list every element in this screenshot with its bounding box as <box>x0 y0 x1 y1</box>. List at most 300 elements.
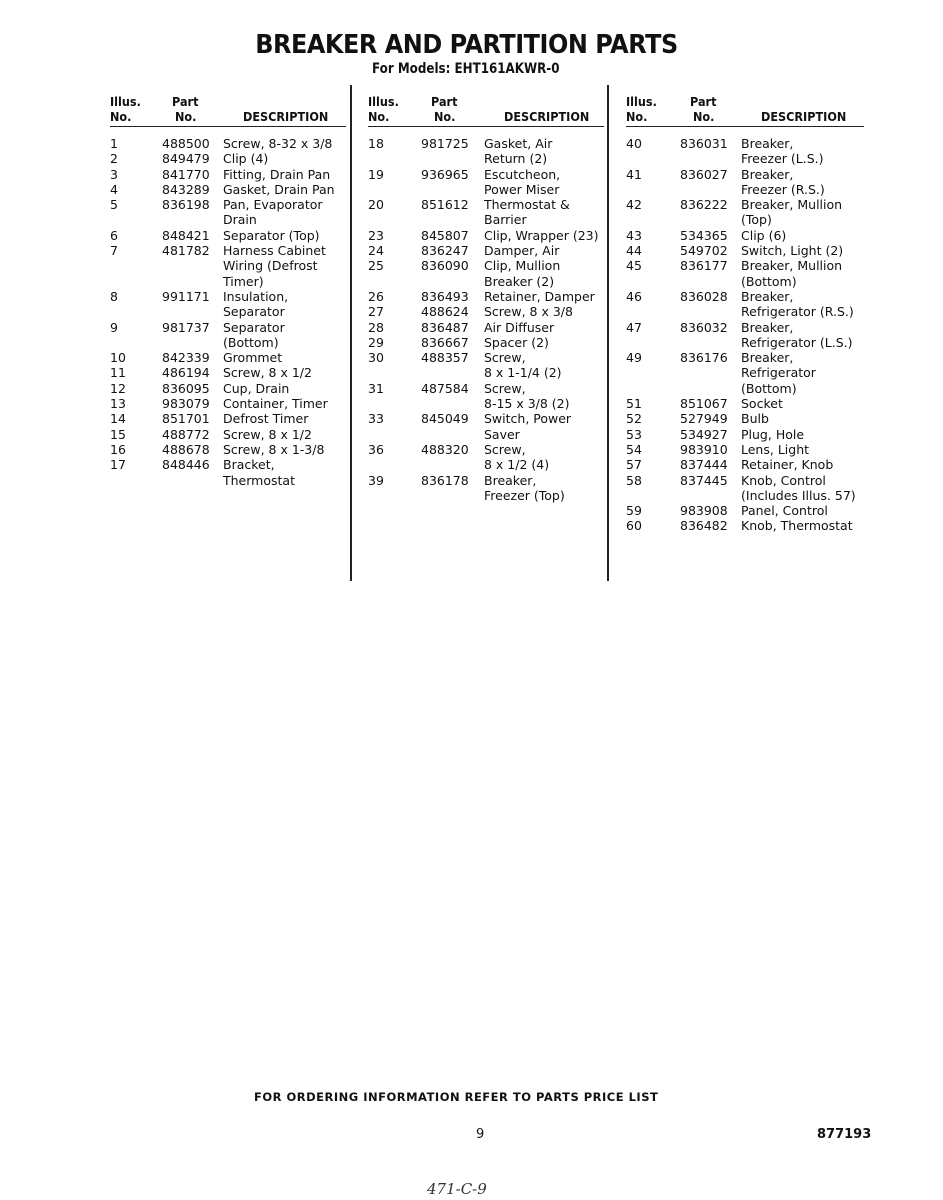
part-number: 836247 <box>421 243 469 259</box>
part-number: 488624 <box>421 304 469 320</box>
description-line: Defrost Timer <box>223 411 309 427</box>
illus-no-header: No. <box>368 109 390 124</box>
part-number: 836222 <box>680 197 728 213</box>
description <box>223 457 346 488</box>
part-number: 836028 <box>680 288 728 304</box>
part-number: 836027 <box>680 166 728 182</box>
part-number: 527949 <box>680 411 728 427</box>
description-line: Freezer (L.S.) <box>741 151 824 167</box>
part-no-header: No. <box>434 109 456 124</box>
description-line: Breaker, <box>741 166 794 182</box>
illus-header: Illus. <box>110 94 141 109</box>
table-row <box>626 473 864 504</box>
description-line: Breaker, <box>741 319 794 335</box>
part-number: 983910 <box>680 441 728 457</box>
description-line: Screw, 8 x 1/2 <box>223 426 312 442</box>
models-subtitle: For Models: EHT161AKWR-0 <box>372 61 560 77</box>
description-line: Breaker, <box>741 288 794 304</box>
table-row <box>110 136 346 151</box>
illus-number: 17 <box>110 457 126 473</box>
table-row <box>110 411 346 426</box>
description-line: Retainer, Damper <box>484 288 595 304</box>
part-number: 836493 <box>421 288 469 304</box>
illus-number: 47 <box>626 319 642 335</box>
description-line: Screw, 8-32 x 3/8 <box>223 136 333 151</box>
table-row <box>110 427 346 442</box>
table-row <box>368 228 604 243</box>
page-title: BREAKER AND PARTITION PARTS <box>255 30 678 60</box>
table-row <box>368 350 604 381</box>
description <box>223 167 346 182</box>
description-line: Insulation, <box>223 288 289 304</box>
illus-number: 25 <box>368 258 384 274</box>
table-row <box>110 457 346 488</box>
description-line: Screw, <box>484 350 526 366</box>
description-line: Bulb <box>741 411 769 427</box>
part-number: 845807 <box>421 227 469 243</box>
description <box>484 258 604 289</box>
table-row <box>110 320 346 351</box>
illus-number: 36 <box>368 441 384 457</box>
description-line: Spacer (2) <box>484 334 549 350</box>
description-line: Grommet <box>223 350 283 366</box>
description <box>223 243 346 289</box>
description-line: Refrigerator <box>741 365 816 381</box>
description-line: Breaker, Mullion <box>741 197 843 213</box>
table-row <box>368 167 604 198</box>
illus-number: 59 <box>626 503 642 519</box>
part-number: 836031 <box>680 136 728 151</box>
description <box>223 182 346 197</box>
description <box>223 396 346 411</box>
illus-number: 20 <box>368 197 384 213</box>
description-line: Power Miser <box>484 181 560 197</box>
part-number: 487584 <box>421 380 469 396</box>
part-number: 488357 <box>421 350 469 366</box>
table-row <box>368 473 604 504</box>
illus-number: 26 <box>368 288 384 304</box>
description-line: Panel, Control <box>741 503 828 519</box>
description-line: Pan, Evaporator <box>223 197 323 213</box>
table-row <box>626 289 864 320</box>
description <box>741 197 864 228</box>
part-number: 486194 <box>162 365 210 381</box>
part-number: 841770 <box>162 166 210 182</box>
illus-number: 13 <box>110 396 126 412</box>
description-line: Screw, 8 x 1-3/8 <box>223 441 325 457</box>
table-row <box>626 136 864 167</box>
description-line: Clip, Mullion <box>484 258 561 274</box>
table-row <box>626 503 864 518</box>
description <box>741 258 864 289</box>
description-line: Knob, Thermostat <box>741 518 853 534</box>
description <box>741 427 864 442</box>
illus-number: 27 <box>368 304 384 320</box>
table-row <box>368 411 604 442</box>
ordering-info-footer: FOR ORDERING INFORMATION REFER TO PARTS PRICE LIST <box>254 1090 659 1104</box>
description-line: Switch, Power <box>484 411 572 427</box>
description <box>223 197 346 228</box>
part-number: 983908 <box>680 503 728 519</box>
table-row <box>626 167 864 198</box>
description-line: Socket <box>741 396 783 412</box>
description-line: Gasket, Drain Pan <box>223 181 335 197</box>
column-divider <box>607 85 609 581</box>
description <box>223 151 346 166</box>
part-header: Part <box>690 94 717 109</box>
description-line: (Bottom) <box>741 273 797 289</box>
description <box>741 167 864 198</box>
description-line: Breaker, <box>741 136 794 151</box>
part-number: 488772 <box>162 426 210 442</box>
description <box>223 411 346 426</box>
table-row <box>110 365 346 380</box>
description-line: Thermostat <box>223 472 295 488</box>
description-line: Escutcheon, <box>484 166 561 182</box>
illus-number: 3 <box>110 166 118 182</box>
description-line: Freezer (R.S.) <box>741 181 825 197</box>
part-number: 848446 <box>162 457 210 473</box>
part-number: 848421 <box>162 227 210 243</box>
part-number: 488500 <box>162 136 210 151</box>
column-divider <box>350 85 352 581</box>
illus-number: 44 <box>626 243 642 259</box>
part-number: 991171 <box>162 288 210 304</box>
part-no-header: No. <box>693 109 715 124</box>
description-line: Screw, <box>484 380 526 396</box>
part-number: 836667 <box>421 334 469 350</box>
description-line: (Top) <box>741 212 772 228</box>
description <box>223 320 346 351</box>
part-number: 837445 <box>680 472 728 488</box>
description <box>223 381 346 396</box>
illus-number: 12 <box>110 380 126 396</box>
description <box>741 411 864 426</box>
table-row <box>110 350 346 365</box>
description-line: Air Diffuser <box>484 319 555 335</box>
description <box>484 381 604 412</box>
description-line: Retainer, Knob <box>741 457 834 473</box>
illus-number: 29 <box>368 334 384 350</box>
description-line: Timer) <box>223 273 264 289</box>
description <box>741 518 864 533</box>
illus-number: 5 <box>110 197 118 213</box>
table-row <box>626 320 864 351</box>
part-number: 983079 <box>162 396 210 412</box>
part-number: 842339 <box>162 350 210 366</box>
description <box>484 136 604 167</box>
part-number: 936965 <box>421 166 469 182</box>
description-line: 8-15 x 3/8 (2) <box>484 396 570 412</box>
illus-number: 49 <box>626 350 642 366</box>
illus-number: 8 <box>110 288 118 304</box>
description <box>484 243 604 258</box>
illus-number: 1 <box>110 136 118 151</box>
illus-number: 4 <box>110 181 118 197</box>
description-line: Breaker, <box>484 472 537 488</box>
description-line: Separator <box>223 319 285 335</box>
description <box>223 442 346 457</box>
description-line: Switch, Light (2) <box>741 243 844 259</box>
description-line: Fitting, Drain Pan <box>223 166 331 182</box>
description <box>741 473 864 504</box>
description-line: Cup, Drain <box>223 380 290 396</box>
illus-number: 60 <box>626 518 642 534</box>
description-line: Freezer (Top) <box>484 487 565 503</box>
document-number: 877193 <box>817 1127 872 1142</box>
description-header: DESCRIPTION <box>243 109 329 124</box>
part-no-header: No. <box>175 109 197 124</box>
description-line: Screw, 8 x 3/8 <box>484 304 573 320</box>
illus-number: 53 <box>626 426 642 442</box>
illus-number: 9 <box>110 319 118 335</box>
description-line: Clip (4) <box>223 151 269 167</box>
part-number: 981737 <box>162 319 210 335</box>
part-number: 836482 <box>680 518 728 534</box>
header-rule <box>368 126 604 127</box>
table-row <box>626 258 864 289</box>
part-number: 836198 <box>162 197 210 213</box>
table-row <box>368 289 604 304</box>
column-header <box>110 94 346 128</box>
illus-number: 19 <box>368 166 384 182</box>
description-line: Separator <box>223 304 285 320</box>
illus-number: 10 <box>110 350 126 366</box>
table-row <box>626 457 864 472</box>
description <box>741 243 864 258</box>
parts-column-1 <box>110 94 346 488</box>
illus-number: 24 <box>368 243 384 259</box>
description-line: Screw, 8 x 1/2 <box>223 365 312 381</box>
table-row <box>110 228 346 243</box>
part-number: 849479 <box>162 151 210 167</box>
description-line: Separator (Top) <box>223 227 320 243</box>
table-row <box>626 243 864 258</box>
description-line: Clip, Wrapper (23) <box>484 227 599 243</box>
table-row <box>110 243 346 289</box>
description <box>484 473 604 504</box>
illus-number: 39 <box>368 472 384 488</box>
illus-header: Illus. <box>626 94 657 109</box>
description-line: (Bottom) <box>741 380 797 396</box>
description <box>741 503 864 518</box>
description-line: Container, Timer <box>223 396 328 412</box>
description-line: Drain <box>223 212 257 228</box>
illus-number: 41 <box>626 166 642 182</box>
description <box>223 289 346 320</box>
header-rule <box>626 126 864 127</box>
description <box>484 167 604 198</box>
description <box>484 289 604 304</box>
part-number: 851701 <box>162 411 210 427</box>
part-number: 843289 <box>162 181 210 197</box>
part-number: 836487 <box>421 319 469 335</box>
illus-number: 33 <box>368 411 384 427</box>
description-line: Wiring (Defrost <box>223 258 318 274</box>
part-number: 549702 <box>680 243 728 259</box>
part-number: 836178 <box>421 472 469 488</box>
table-row <box>626 411 864 426</box>
table-row <box>368 136 604 167</box>
table-row <box>368 197 604 228</box>
description-line: Thermostat & <box>484 197 570 213</box>
description <box>741 228 864 243</box>
description <box>223 136 346 151</box>
header-rule <box>110 126 346 127</box>
illus-number: 40 <box>626 136 642 151</box>
part-number: 488678 <box>162 441 210 457</box>
part-number: 534927 <box>680 426 728 442</box>
table-row <box>368 320 604 335</box>
description <box>484 304 604 319</box>
description <box>741 442 864 457</box>
table-row <box>110 182 346 197</box>
table-row <box>626 396 864 411</box>
description-line: (Bottom) <box>223 334 279 350</box>
illus-number: 31 <box>368 380 384 396</box>
description-line: Refrigerator (L.S.) <box>741 334 853 350</box>
illus-number: 14 <box>110 411 126 427</box>
table-row <box>368 304 604 319</box>
table-row <box>626 228 864 243</box>
part-header: Part <box>172 94 199 109</box>
illus-number: 15 <box>110 426 126 442</box>
description <box>741 289 864 320</box>
part-number: 836176 <box>680 350 728 366</box>
description <box>484 411 604 442</box>
table-row <box>110 442 346 457</box>
part-number: 837444 <box>680 457 728 473</box>
description-header: DESCRIPTION <box>761 109 847 124</box>
table-row <box>110 197 346 228</box>
description-line: Screw, <box>484 441 526 457</box>
table-row <box>110 151 346 166</box>
column-header <box>368 94 604 128</box>
description-line: (Includes Illus. 57) <box>741 487 856 503</box>
illus-number: 46 <box>626 288 642 304</box>
description <box>484 320 604 335</box>
description-line: Refrigerator (R.S.) <box>741 304 854 320</box>
part-number: 534365 <box>680 227 728 243</box>
illus-no-header: No. <box>110 109 132 124</box>
description <box>484 197 604 228</box>
parts-column-2 <box>368 94 604 503</box>
description <box>484 228 604 243</box>
description-line: 8 x 1-1/4 (2) <box>484 365 562 381</box>
illus-number: 51 <box>626 396 642 412</box>
part-number: 836032 <box>680 319 728 335</box>
description-line: Bracket, <box>223 457 275 473</box>
part-number: 845049 <box>421 411 469 427</box>
description <box>741 136 864 167</box>
table-row <box>110 289 346 320</box>
illus-number: 52 <box>626 411 642 427</box>
description <box>484 442 604 473</box>
part-header: Part <box>431 94 458 109</box>
table-row <box>368 335 604 350</box>
part-number: 851067 <box>680 396 728 412</box>
description <box>223 427 346 442</box>
illus-number: 57 <box>626 457 642 473</box>
description <box>223 365 346 380</box>
table-row <box>626 427 864 442</box>
handwritten-note: 471-C-9 <box>427 1180 487 1198</box>
illus-number: 2 <box>110 151 118 167</box>
illus-number: 54 <box>626 441 642 457</box>
table-row <box>110 167 346 182</box>
description-line: Return (2) <box>484 151 548 167</box>
description-line: Breaker, <box>741 350 794 366</box>
illus-number: 30 <box>368 350 384 366</box>
illus-number: 7 <box>110 243 118 259</box>
part-number: 981725 <box>421 136 469 151</box>
description <box>741 457 864 472</box>
illus-no-header: No. <box>626 109 648 124</box>
part-number: 836095 <box>162 380 210 396</box>
table-row <box>626 197 864 228</box>
illus-number: 28 <box>368 319 384 335</box>
description-line: Harness Cabinet <box>223 243 326 259</box>
description-line: Clip (6) <box>741 227 787 243</box>
description-line: Gasket, Air <box>484 136 553 151</box>
description-line: 8 x 1/2 (4) <box>484 457 550 473</box>
table-row <box>368 442 604 473</box>
table-row <box>626 350 864 396</box>
description <box>741 396 864 411</box>
description-line: Plug, Hole <box>741 426 805 442</box>
part-number: 481782 <box>162 243 210 259</box>
illus-header: Illus. <box>368 94 399 109</box>
part-number: 488320 <box>421 441 469 457</box>
table-row <box>110 396 346 411</box>
table-row <box>368 381 604 412</box>
table-row <box>626 518 864 533</box>
description <box>741 350 864 396</box>
column-header <box>626 94 864 128</box>
part-number: 836177 <box>680 258 728 274</box>
illus-number: 16 <box>110 441 126 457</box>
description <box>223 350 346 365</box>
description <box>484 350 604 381</box>
illus-number: 43 <box>626 227 642 243</box>
illus-number: 11 <box>110 365 126 381</box>
table-row <box>368 243 604 258</box>
description-line: Barrier <box>484 212 527 228</box>
description-line: Breaker, Mullion <box>741 258 843 274</box>
illus-number: 18 <box>368 136 384 151</box>
description <box>484 335 604 350</box>
table-row <box>368 258 604 289</box>
table-row <box>110 381 346 396</box>
description-line: Breaker (2) <box>484 273 555 289</box>
illus-number: 23 <box>368 227 384 243</box>
page-number: 9 <box>476 1127 485 1142</box>
part-number: 851612 <box>421 197 469 213</box>
illus-number: 42 <box>626 197 642 213</box>
table-row <box>626 442 864 457</box>
illus-number: 58 <box>626 472 642 488</box>
parts-column-3 <box>626 94 864 534</box>
description-line: Knob, Control <box>741 472 826 488</box>
part-number: 836090 <box>421 258 469 274</box>
description <box>741 320 864 351</box>
description-line: Damper, Air <box>484 243 560 259</box>
description-line: Lens, Light <box>741 441 810 457</box>
illus-number: 6 <box>110 227 118 243</box>
description-header: DESCRIPTION <box>504 109 590 124</box>
description-line: Saver <box>484 426 520 442</box>
illus-number: 45 <box>626 258 642 274</box>
